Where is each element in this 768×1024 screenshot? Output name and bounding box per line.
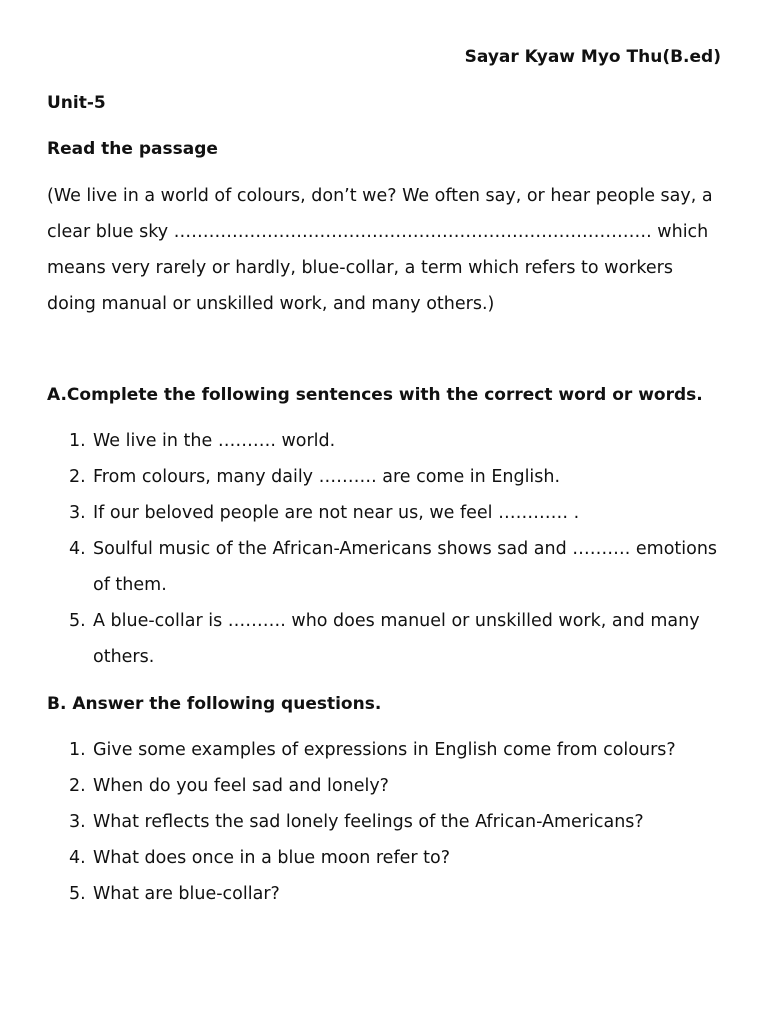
item-text: We live in the ………. world. [93,431,336,451]
item-text: What does once in a blue moon refer to? [93,848,450,868]
item-number: 1. [69,431,86,451]
list-item [47,768,727,804]
item-number: 3. [69,812,86,832]
item-text: What reflects the sad lonely feelings of the African-Americans? [93,812,644,832]
item-text: Give some examples of expressions in English come from colours? [93,740,676,760]
author-name: Sayar Kyaw Myo Thu(B.ed) [464,47,721,67]
list-item [47,603,727,675]
passage-text: (We live in a world of colours, don’t we? We often say, or hear people say, a clear blue sky ………………………………………………………………………. which means very rarely or hardly, blue-collar, a term which refers to workers doing manual or unskilled work, and many others.) [47,186,713,314]
list-item [47,876,727,912]
item-text: A blue-collar is ………. who does manuel or unskilled work, and many others. [93,611,700,667]
section-b-heading: B. Answer the following questions. [47,694,382,714]
item-number: 4. [69,848,86,868]
list-item [47,459,727,495]
list-item [47,495,727,531]
item-number: 2. [69,467,86,487]
list-item [47,423,727,459]
item-number: 1. [69,740,86,760]
section-b-list [47,732,727,912]
item-text: From colours, many daily ………. are come in English. [93,467,561,487]
item-number: 4. [69,539,86,559]
item-text: When do you feel sad and lonely? [93,776,389,796]
section-a-heading: A.Complete the following sentences with the correct word or words. [47,385,703,405]
item-text: What are blue-collar? [93,884,280,904]
item-text: If our beloved people are not near us, we feel ………… . [93,503,580,523]
item-number: 3. [69,503,86,523]
list-item [47,732,727,768]
item-number: 5. [69,884,86,904]
unit-title: Unit-5 [47,93,106,113]
section-a-list [47,423,727,675]
list-item [47,840,727,876]
list-item [47,531,727,603]
item-number: 2. [69,776,86,796]
list-item [47,804,727,840]
read-passage-heading: Read the passage [47,139,218,159]
item-number: 5. [69,611,86,631]
item-text: Soulful music of the African-Americans shows sad and ………. emotions of them. [93,539,718,595]
